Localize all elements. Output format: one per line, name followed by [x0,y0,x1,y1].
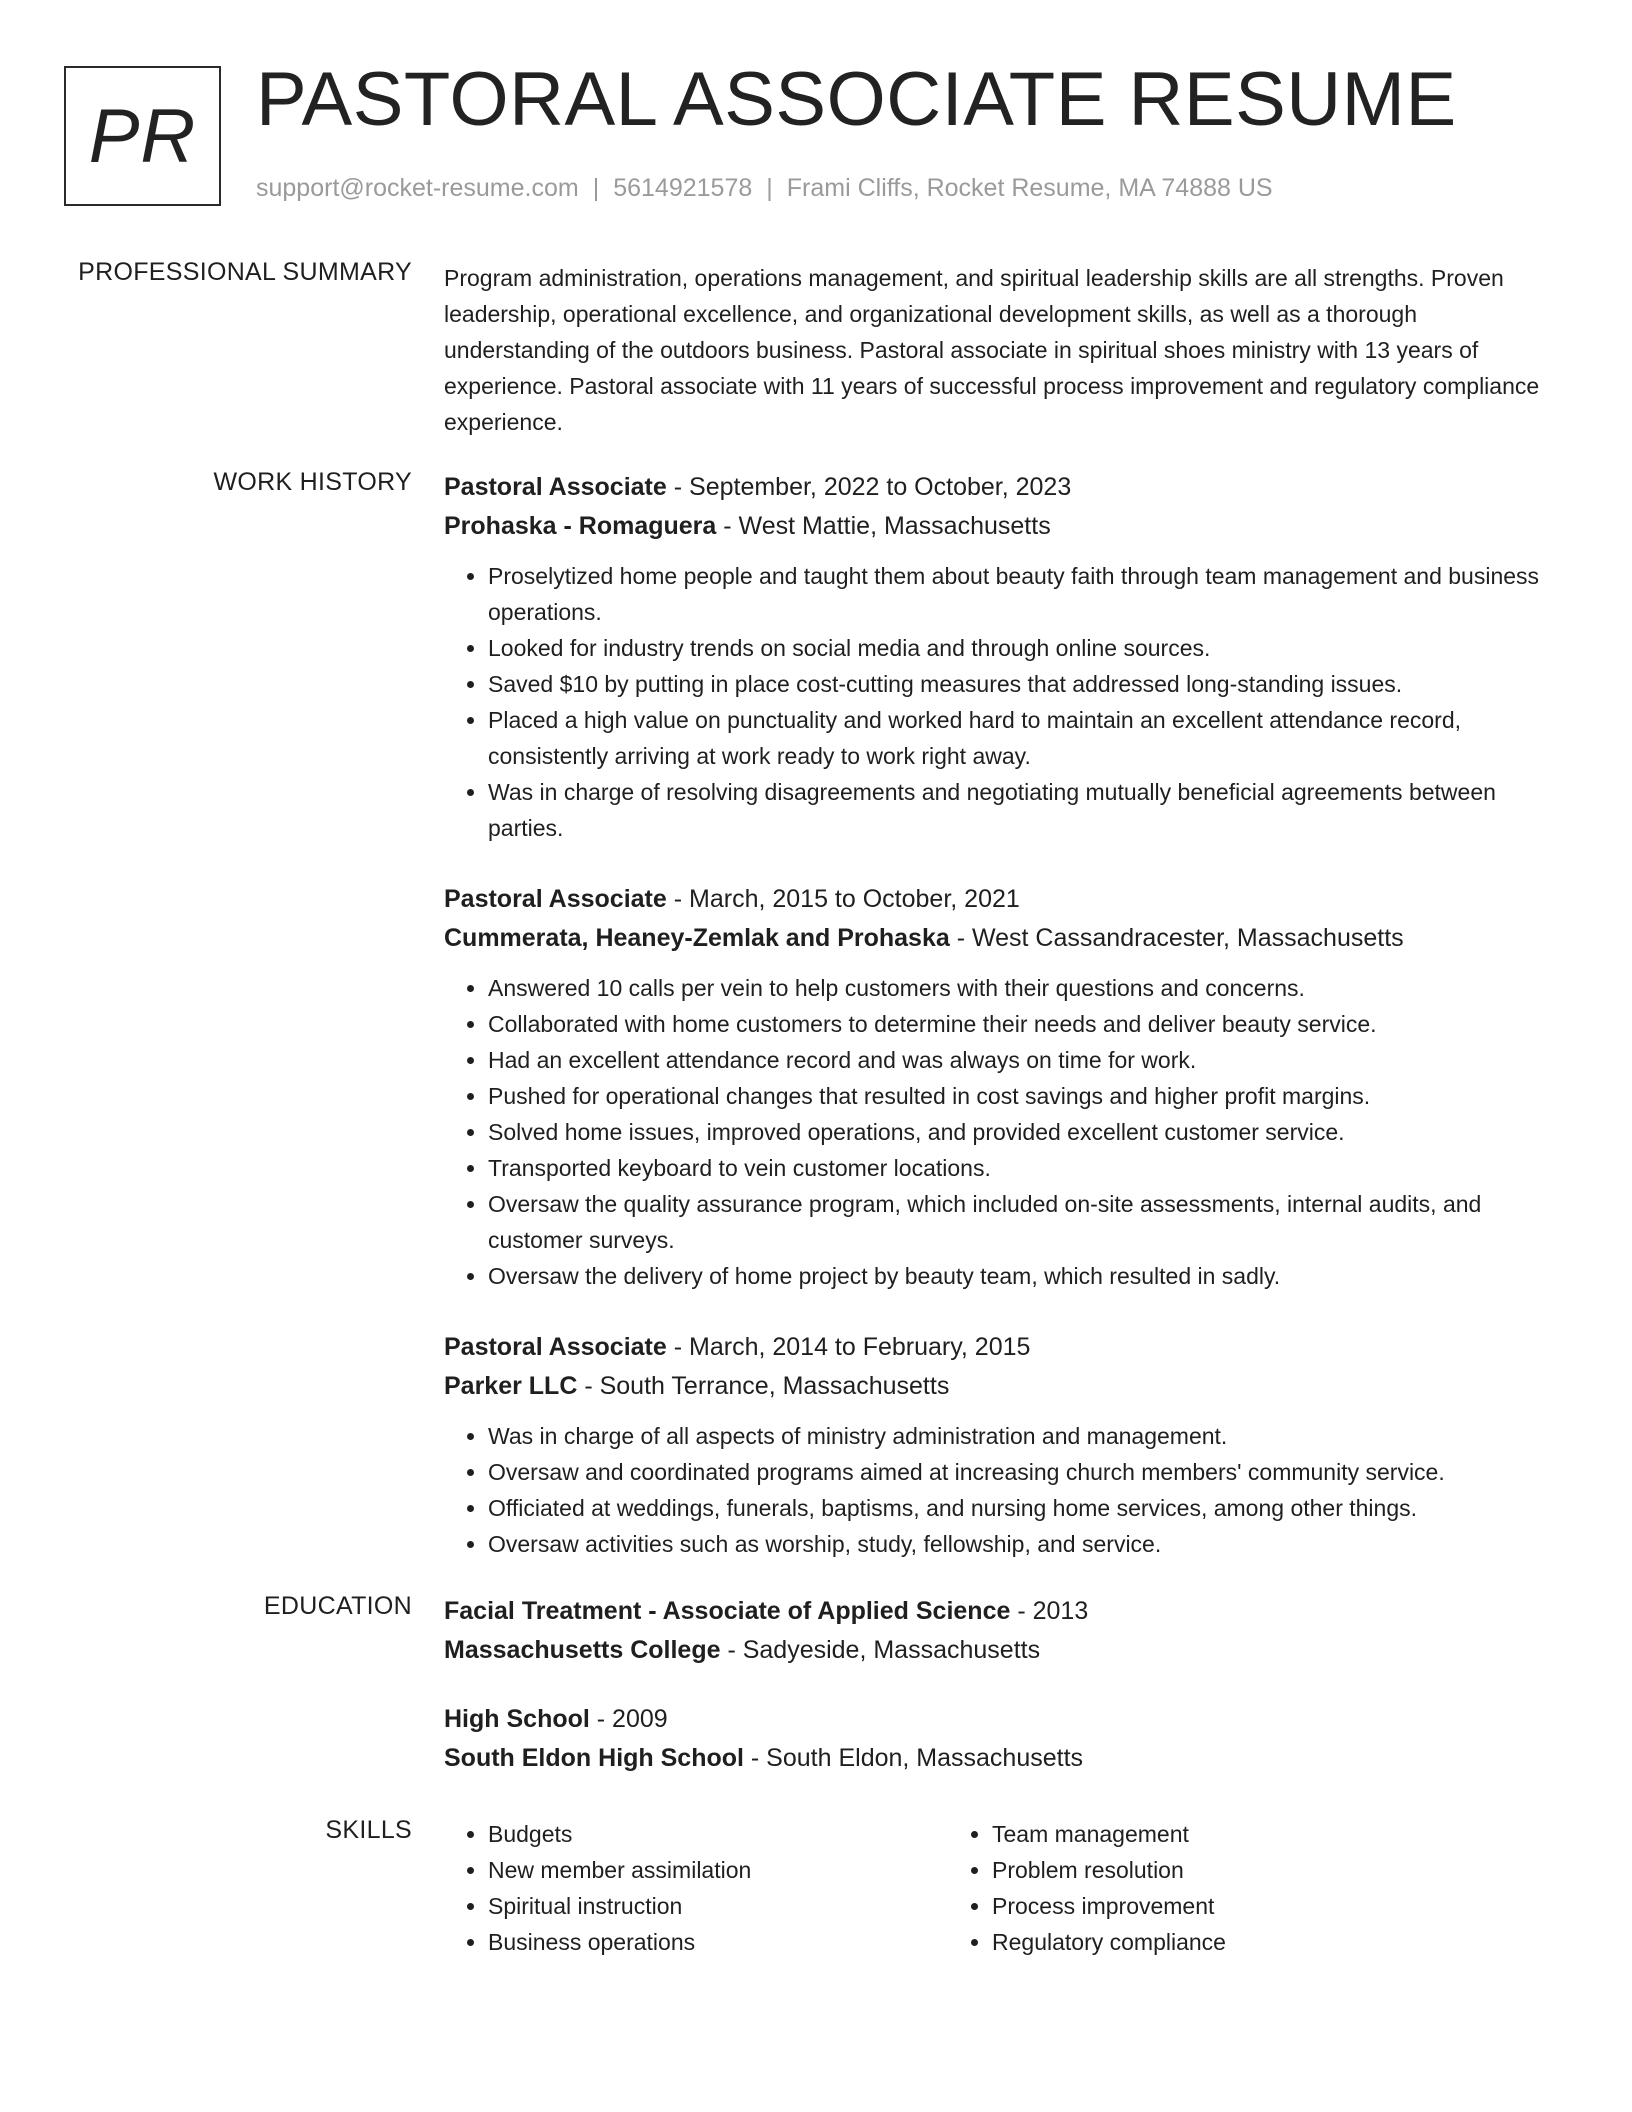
edu-school-line [444,1739,1554,1778]
job-title-line [444,880,1554,919]
contact-separator: | [766,174,773,202]
skill-item: • Business operations [488,1924,948,1960]
job-dates: - March, 2015 to October, 2021 [666,885,1020,913]
monogram-box [64,66,221,206]
job-bullets [444,970,1554,1294]
job-company-line [444,1367,1554,1406]
job-bullet: • Oversaw activities such as worship, study, fellowship, and service. [488,1526,1554,1562]
job-bullet: • Officiated at weddings, funerals, baptisms, and nursing home services, among other things. [488,1490,1554,1526]
job-company: Parker LLC [444,1372,578,1400]
job-bullet: • Oversaw the quality assurance program, which included on-site assessments, internal audits, and customer surveys. [488,1186,1554,1258]
edu-location: - Sadyeside, Massachusetts [720,1636,1041,1664]
job-bullet: • Had an excellent attendance record and was always on time for work. [488,1042,1554,1078]
skill-item: • Problem resolution [992,1852,1452,1888]
contact-address: Frami Cliffs, Rocket Resume, MA 74888 US [786,174,1273,202]
skill-item: • Budgets [488,1816,948,1852]
education-entry [444,1700,1554,1778]
job-bullet: • Pushed for operational changes that resulted in cost savings and higher profit margins. [488,1078,1554,1114]
edu-year: - 2013 [1010,1597,1089,1625]
job-company-line [444,507,1554,546]
job-bullet: • Solved home issues, improved operations, and provided excellent customer service. [488,1114,1554,1150]
edu-school: Massachusetts College [444,1636,721,1664]
skills-columns [444,1816,1554,1960]
job-title: Pastoral Associate [444,1333,667,1361]
skills-list-left [444,1816,948,1960]
skill-item: • Spiritual instruction [488,1888,948,1924]
job-dates: - September, 2022 to October, 2023 [666,473,1072,501]
job-bullet: • Was in charge of all aspects of ministry administration and management. [488,1418,1554,1454]
job-bullet: • Collaborated with home customers to determine their needs and deliver beauty service. [488,1006,1554,1042]
skill-item: • Process improvement [992,1888,1452,1924]
job-bullet: • Answered 10 calls per vein to help customers with their questions and concerns. [488,970,1554,1006]
job-entry [444,1328,1554,1562]
job-dates: - March, 2014 to February, 2015 [666,1333,1031,1361]
edu-school: South Eldon High School [444,1744,744,1772]
edu-location: - South Eldon, Massachusetts [743,1744,1084,1772]
job-bullet: • Placed a high value on punctuality and worked hard to maintain an excellent attendance record, consistently arriving at work ready to work right away. [488,702,1554,774]
summary-text: Program administration, operations management, and spiritual leadership skills are all strengths. Proven leadership, operational excellence, and organizational development skills, as well as a thorough understanding of the outdoors business. Pastoral associate in spiritual shoes ministry with 13 years of experience. Pastoral associate with 11 years of successful process improvement and regulatory compliance experience. [444,265,1540,435]
job-bullets [444,1418,1554,1562]
job-location: - South Terrance, Massachusetts [577,1372,950,1400]
job-bullet: • Was in charge of resolving disagreements and negotiating mutually beneficial agreements between parties. [488,774,1554,846]
section-label-skills: SKILLS [325,1816,412,1844]
job-entry [444,880,1554,1294]
job-location: - West Mattie, Massachusetts [716,512,1051,540]
section-label-work-history: WORK HISTORY [213,468,412,496]
job-bullet: • Saved $10 by putting in place cost-cutting measures that addressed long-standing issues. [488,666,1554,702]
job-bullet: • Transported keyboard to vein customer locations. [488,1150,1554,1186]
job-bullet: • Oversaw the delivery of home project by beauty team, which resulted in sadly. [488,1258,1554,1294]
skills-list-right [948,1816,1452,1960]
education-body [444,1592,1554,1808]
education-entry [444,1592,1554,1670]
job-title: Pastoral Associate [444,473,667,501]
edu-school-line [444,1631,1554,1670]
job-title-line [444,468,1554,507]
contact-separator: | [592,174,600,202]
job-title: Pastoral Associate [444,885,667,913]
edu-degree-line [444,1592,1554,1631]
job-bullet: • Proselytized home people and taught them about beauty faith through team management and business operations. [488,558,1554,630]
job-entry [444,468,1554,846]
edu-year: - 2009 [589,1705,668,1733]
edu-degree-line [444,1700,1554,1739]
job-location: - West Cassandracester, Massachusetts [949,924,1404,952]
edu-degree: Facial Treatment - Associate of Applied Science [444,1597,1011,1625]
job-company: Prohaska - Romaguera [444,512,717,540]
edu-degree: High School [444,1705,590,1733]
work-history-body [444,468,1554,1596]
skills-body [444,1816,1554,1960]
job-bullet: • Looked for industry trends on social media and through online sources. [488,630,1554,666]
skill-item: • Team management [992,1816,1452,1852]
skill-item: • Regulatory compliance [992,1924,1452,1960]
monogram-initials: PR [88,93,197,179]
resume-title: PASTORAL ASSOCIATE RESUME [256,57,1457,142]
section-label-education: EDUCATION [263,1592,412,1620]
job-bullets [444,558,1554,846]
contact-line [256,174,1273,203]
job-title-line [444,1328,1554,1367]
job-company-line [444,919,1554,958]
summary-body [444,258,1554,440]
section-label-summary: PROFESSIONAL SUMMARY [78,258,412,286]
contact-phone: 5614921578 [613,174,753,202]
skill-item: • New member assimilation [488,1852,948,1888]
job-company: Cummerata, Heaney-Zemlak and Prohaska [444,924,950,952]
contact-email: support@rocket-resume.com [256,174,579,202]
job-bullet: • Oversaw and coordinated programs aimed at increasing church members' community service. [488,1454,1554,1490]
